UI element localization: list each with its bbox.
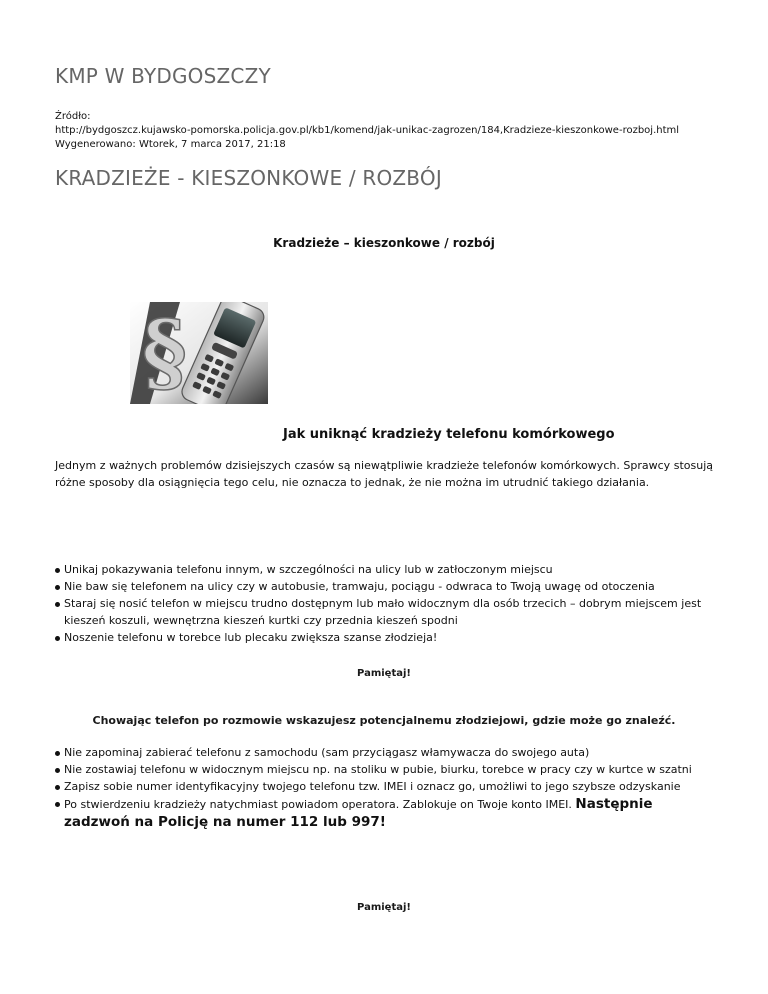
article-title: KRADZIEŻE - KIESZONKOWE / ROZBÓJ xyxy=(55,166,442,190)
tips-list-2 xyxy=(55,744,705,831)
list-item xyxy=(55,795,705,831)
tip-text: Po stwierdzeniu kradzieży natychmiast powiadom operatora. Zablokuje on Twoje konto IMEI. xyxy=(64,798,572,811)
generated-date: Wygenerowano: Wtorek, 7 marca 2017, 21:18 xyxy=(55,139,286,150)
phone-illustration xyxy=(130,302,268,404)
list-item: Unikaj pokazywania telefonu innym, w szczególności na ulicy lub w zatłoczonym miejscu xyxy=(55,561,705,578)
list-item: Nie zostawiaj telefonu w widocznym miejscu np. na stoliku w pubie, biurku, torebce w pracy czy w kurtce w szatni xyxy=(55,761,705,778)
list-item: Nie zapominaj zabierać telefonu z samochodu (sam przyciągasz włamywacza do swojego auta) xyxy=(55,744,705,761)
intro-paragraph: Jednym z ważnych problemów dzisiejszych czasów są niewątpliwie kradzieże telefonów komórkowych. Sprawcy stosują różne sposoby dla osiągnięcia tego celu, nie oznacza to jednak, że nie można im utrudnić takiego działania. xyxy=(55,459,713,489)
warning-note: Chowając telefon po rozmowie wskazujesz potencjalnemu złodziejowi, gdzie może go znaleźć. xyxy=(92,714,676,727)
tips-list xyxy=(55,561,705,646)
remember-note: Pamiętaj! xyxy=(357,668,411,679)
remember-note-2: Pamiętaj! xyxy=(357,902,411,913)
source-url: http://bydgoszcz.kujawsko-pomorska.policja.gov.pl/kb1/komend/jak-unikac-zagrozen/184,Kradzieze-kieszonkowe-rozboj.html xyxy=(55,125,680,136)
list-item: Staraj się nosić telefon w miejscu trudno dostępnym lub mało widocznym dla osób trzecich – dobrym miejscem jest kieszeń koszuli, wewnętrzna kieszeń kurtki czy przednia kieszeń spodni xyxy=(55,595,705,629)
list-item: Noszenie telefonu w torebce lub plecaku zwiększa szanse złodzieja! xyxy=(55,629,705,646)
list-item: Nie baw się telefonem na ulicy czy w autobusie, tramwaju, pociągu - odwraca to Twoją uwagę od otoczenia xyxy=(55,578,705,595)
svg-text:§: § xyxy=(142,302,187,403)
paragraph-phone-image xyxy=(130,302,268,404)
site-title: KMP W BYDGOSZCZY xyxy=(55,64,271,88)
source-label: Źródło: xyxy=(55,111,91,122)
list-item: Zapisz sobie numer identyfikacyjny twojego telefonu tzw. IMEI i oznacz go, umożliwi to jego szybsze odzyskanie xyxy=(55,778,705,795)
police-call-emphasis: Następnie zadzwoń na Policję na numer 112 lub 997! xyxy=(64,796,653,830)
paragraph-sign-icon xyxy=(142,302,187,403)
section-heading: Jak uniknąć kradzieży telefonu komórkowego xyxy=(283,427,615,442)
document-meta xyxy=(55,110,679,152)
article-heading: Kradzieże – kieszonkowe / rozbój xyxy=(273,236,495,250)
